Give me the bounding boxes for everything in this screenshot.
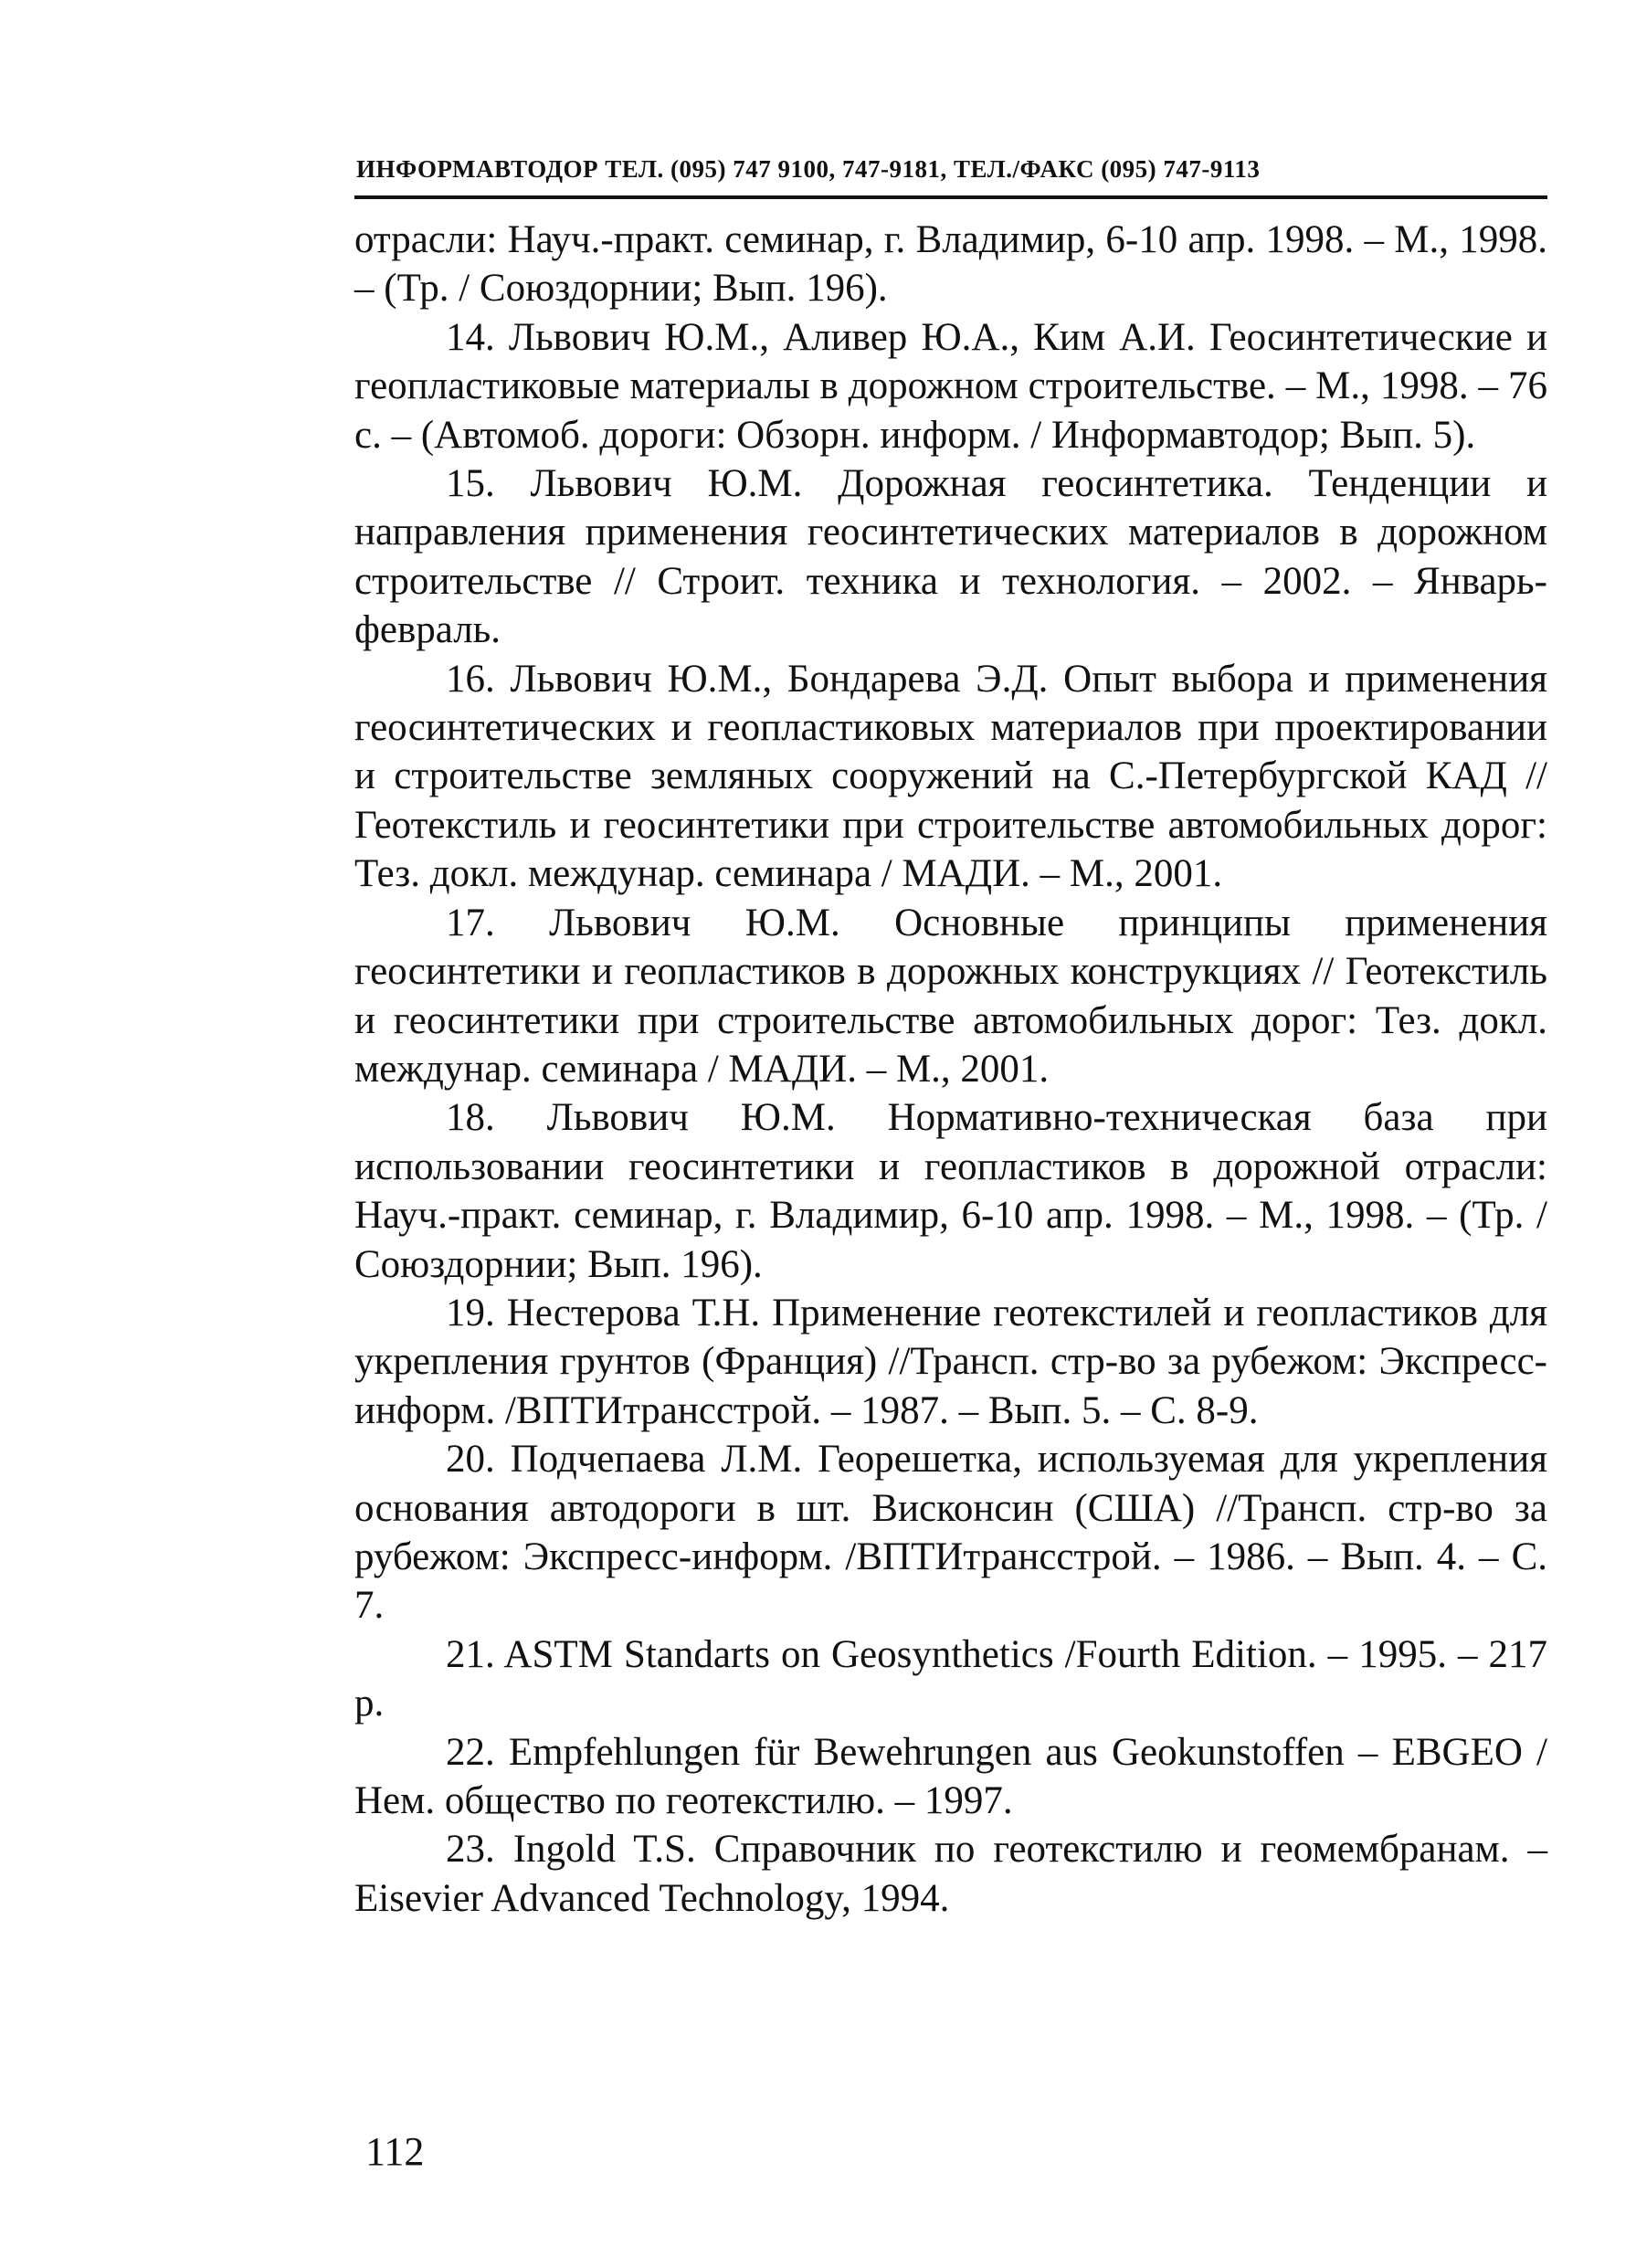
reference-23: 23. Ingold T.S. Справочник по геотекстилю и геомембранам. – Eisevier Advanced Technology, 1994. xyxy=(354,1828,1547,1920)
reference-15: 15. Львович Ю.М. Дорожная геосинтетика. Тенденции и направления применения геосинтетических материалов в дорожном строительстве // Строит. техника и технология. – 2002. – Январь-февраль. xyxy=(354,462,1547,652)
reference-20: 20. Подчепаева Л.М. Георешетка, используемая для укрепления основания автодороги в шт. Висконсин (США) //Трансп. стр-во за рубежом: Экспресс-информ. /ВПТИтрансстрой. – 1986. – Вып. 4. – С. 7. xyxy=(354,1438,1547,1628)
reference-16: 16. Львович Ю.М., Бондарева Э.Д. Опыт выбора и применения геосинтетических и геопластиковых материалов при проектировании и строительстве земляных сооружений на С.-Петербургской КАД // Геотекстиль и геосинтетики при строительстве автомобильных дорог: Тез. докл. междунар. семинара / МАДИ. – М., 2001. xyxy=(354,657,1547,896)
running-header: ИНФОРМАВТОДОР ТЕЛ. (095) 747 9100, 747-9181, ТЕЛ./ФАКС (095) 747-9113 xyxy=(356,155,1261,183)
reference-14: 14. Львович Ю.М., Аливер Ю.А., Ким А.И. Геосинтетические и геопластиковые материалы в дорожном строительстве. – М., 1998. – 76 с. – (Автомоб. дороги: Обзорн. информ. / Информавтодор; Вып. 5). xyxy=(354,315,1547,457)
reference-17: 17. Львович Ю.М. Основные принципы применения геосинтетики и геопластиков в дорожных конструкциях // Геотекстиль и геосинтетики при строительстве автомобильных дорог: Тез. докл. междунар. семинара / МАДИ. – М., 2001. xyxy=(354,901,1547,1091)
reference-list xyxy=(354,216,1547,1923)
reference-22: 22. Empfehlungen für Bewehrungen aus Geokunstoffen – EBGEO / Нем. общество по геотекстилю. – 1997. xyxy=(354,1730,1547,1822)
reference-21: 21. ASTM Standarts on Geosynthetics /Fourth Edition. – 1995. – 217 p. xyxy=(354,1632,1547,1725)
reference-continuation: отрасли: Науч.-практ. семинар, г. Владимир, 6-10 апр. 1998. – М., 1998. – (Тр. / Союздорнии; Вып. 196). xyxy=(354,218,1547,311)
header-rule xyxy=(354,195,1547,199)
reference-19: 19. Нестерова Т.Н. Применение геотекстилей и геопластиков для укрепления грунтов (Франция) //Трансп. стр-во за рубежом: Экспресс-информ. /ВПТИтрансстрой. – 1987. – Вып. 5. – С. 8-9. xyxy=(354,1291,1547,1432)
reference-18: 18. Львович Ю.М. Нормативно-техническая база при использовании геосинтетики и геопластиков в дорожной отрасли: Науч.-практ. семинар, г. Владимир, 6-10 апр. 1998. – М., 1998. – (Тр. / Союздорнии; Вып. 196). xyxy=(354,1096,1547,1286)
page-number: 112 xyxy=(365,2129,425,2174)
